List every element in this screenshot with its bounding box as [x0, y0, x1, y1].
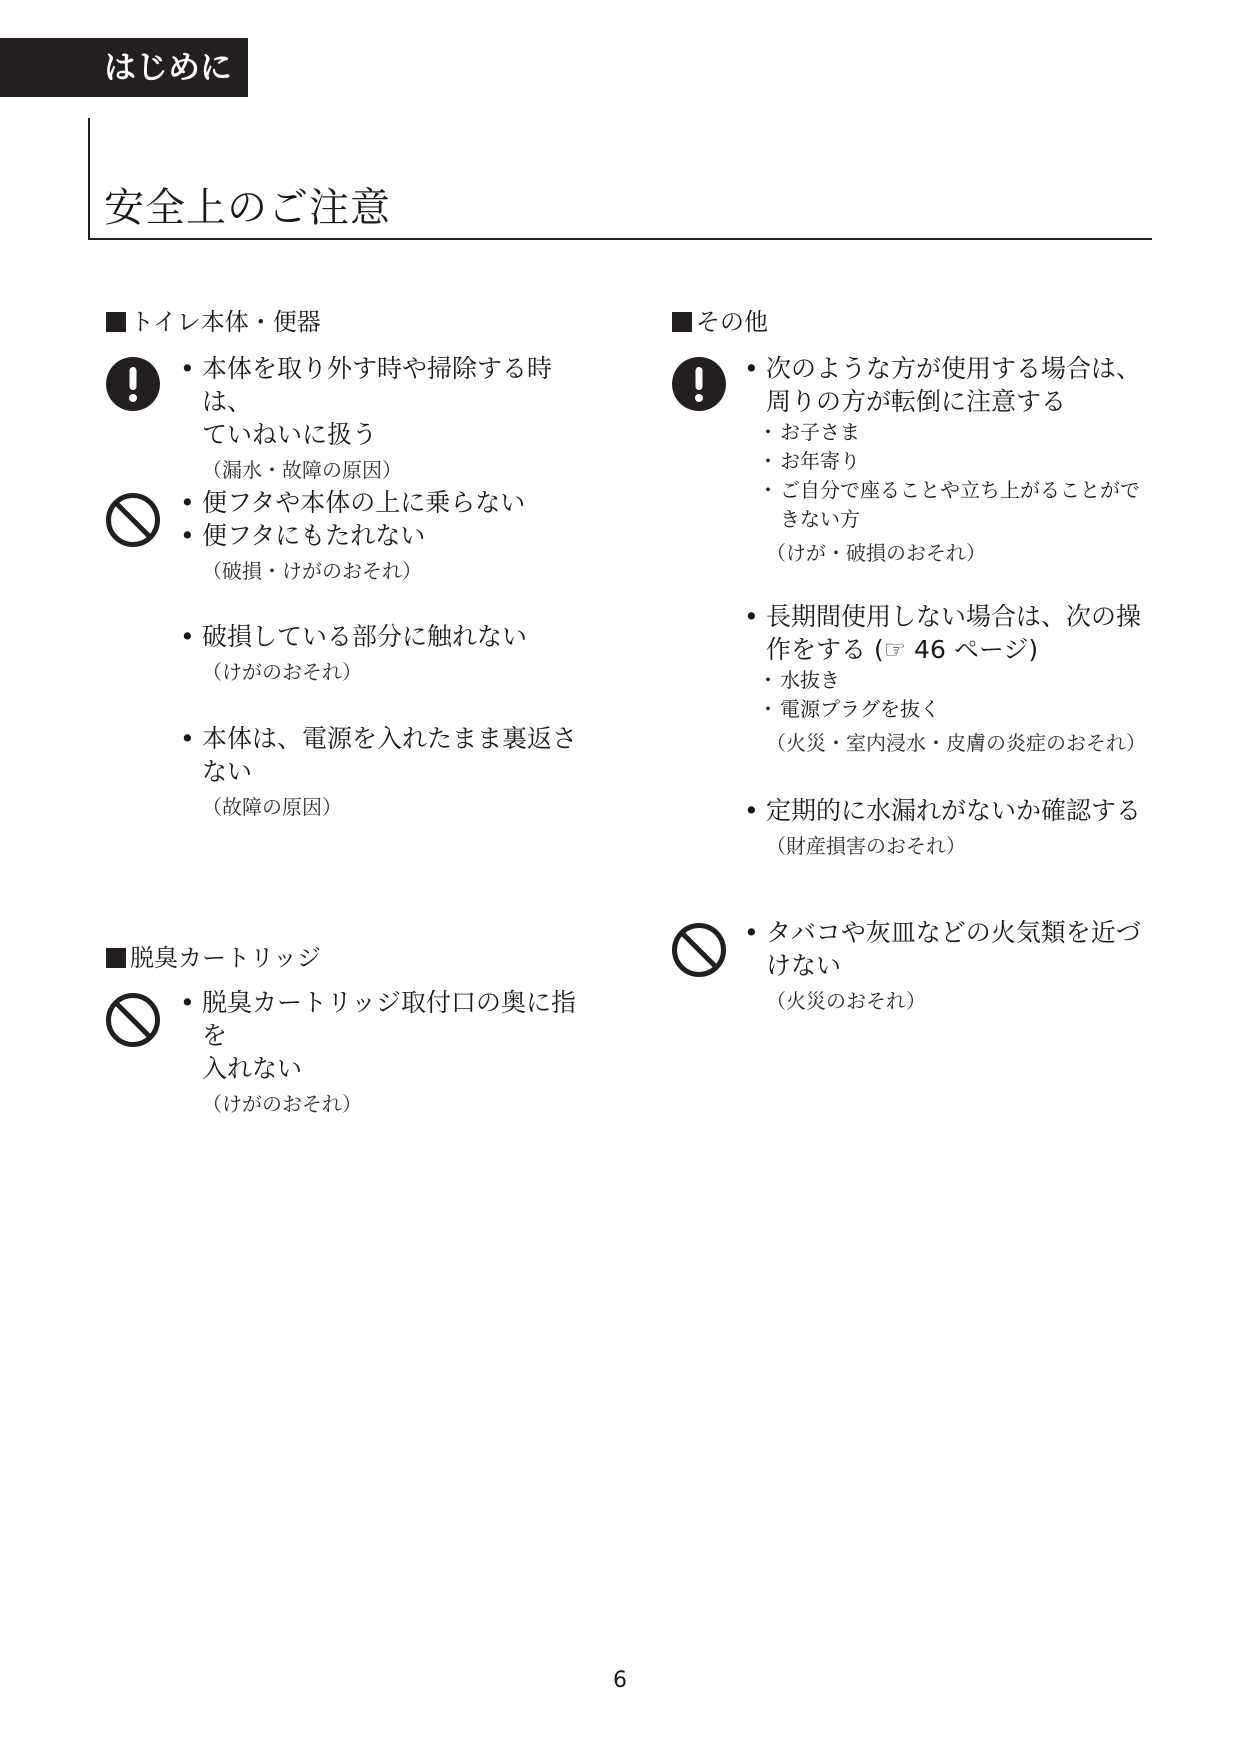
- toilet-item-2: [180, 486, 600, 586]
- note-text: （火災・室内浸水・皮膚の炎症のおそれ）: [766, 731, 1146, 755]
- note-text: （故障の原因）: [202, 795, 342, 819]
- square-marker-icon: [672, 312, 692, 332]
- sub-item: ・ お子さま: [744, 418, 1164, 447]
- toilet-item-4: [180, 722, 600, 822]
- bullet-text: • 本体は、電源を入れたまま裏返さ ない: [180, 722, 600, 788]
- sub-item: ・ ご自分で座ることや立ち上がることがで: [744, 476, 1164, 505]
- sub-item-continuation: きない方: [780, 507, 860, 531]
- prohibition-icon: [105, 992, 161, 1048]
- note-text: （破損・けがのおそれ）: [202, 559, 422, 583]
- note-text: （火災のおそれ）: [766, 989, 926, 1013]
- toilet-item-1: [180, 352, 600, 485]
- section-tab: はじめに: [0, 38, 248, 97]
- heading-other: その他: [672, 302, 768, 337]
- prohibition-icon: [671, 922, 727, 978]
- sub-item: ・ 水抜き: [744, 666, 1164, 695]
- note-text: （漏水・故障の原因）: [202, 458, 402, 482]
- bullet-text: • 便フタや本体の上に乗らない: [180, 486, 600, 519]
- other-item-2: [744, 600, 1164, 758]
- note-text: （財産損害のおそれ）: [766, 834, 966, 858]
- other-item-4: [744, 916, 1164, 1016]
- heading-deodorizer: 脱臭カートリッジ: [106, 938, 321, 973]
- heading-toilet: トイレ本体・便器: [106, 302, 321, 337]
- exclamation-mandatory-icon: [671, 356, 727, 412]
- deodorizer-item-1: [180, 986, 600, 1119]
- square-marker-icon: [106, 948, 126, 968]
- other-item-1: [744, 352, 1164, 568]
- bullet-text: • 便フタにもたれない: [180, 519, 600, 552]
- bullet-text: • 本体を取り外す時や掃除する時は、 ていねいに扱う: [180, 352, 600, 451]
- title-rule-vertical: [88, 118, 90, 240]
- toilet-item-3: [180, 620, 600, 687]
- bullet-text: • 脱臭カートリッジ取付口の奥に指を 入れない: [180, 986, 600, 1085]
- square-marker-icon: [106, 312, 126, 332]
- bullet-text: • 定期的に水漏れがないか確認する: [744, 794, 1164, 827]
- bullet-text: • 破損している部分に触れない: [180, 620, 600, 653]
- sub-item: ・ お年寄り: [744, 447, 1164, 476]
- page-title: 安全上のご注意: [104, 185, 391, 231]
- exclamation-mandatory-icon: [105, 356, 161, 412]
- prohibition-icon: [105, 492, 161, 548]
- page-number: 6: [613, 1668, 627, 1693]
- sub-item: ・ 電源プラグを抜く: [744, 695, 1164, 724]
- other-item-3: [744, 794, 1164, 861]
- bullet-text: • タバコや灰皿などの火気類を近づ けない: [744, 916, 1164, 982]
- bullet-text: • 次のような方が使用する場合は、 周りの方が転倒に注意する: [744, 352, 1164, 418]
- note-text: （けが・破損のおそれ）: [766, 541, 986, 565]
- note-text: （けがのおそれ）: [202, 660, 362, 684]
- bullet-text: • 長期間使用しない場合は、次の操 作をする (☞ 46 ページ): [744, 600, 1164, 666]
- note-text: （けがのおそれ）: [202, 1092, 362, 1116]
- title-rule-horizontal: [88, 238, 1152, 240]
